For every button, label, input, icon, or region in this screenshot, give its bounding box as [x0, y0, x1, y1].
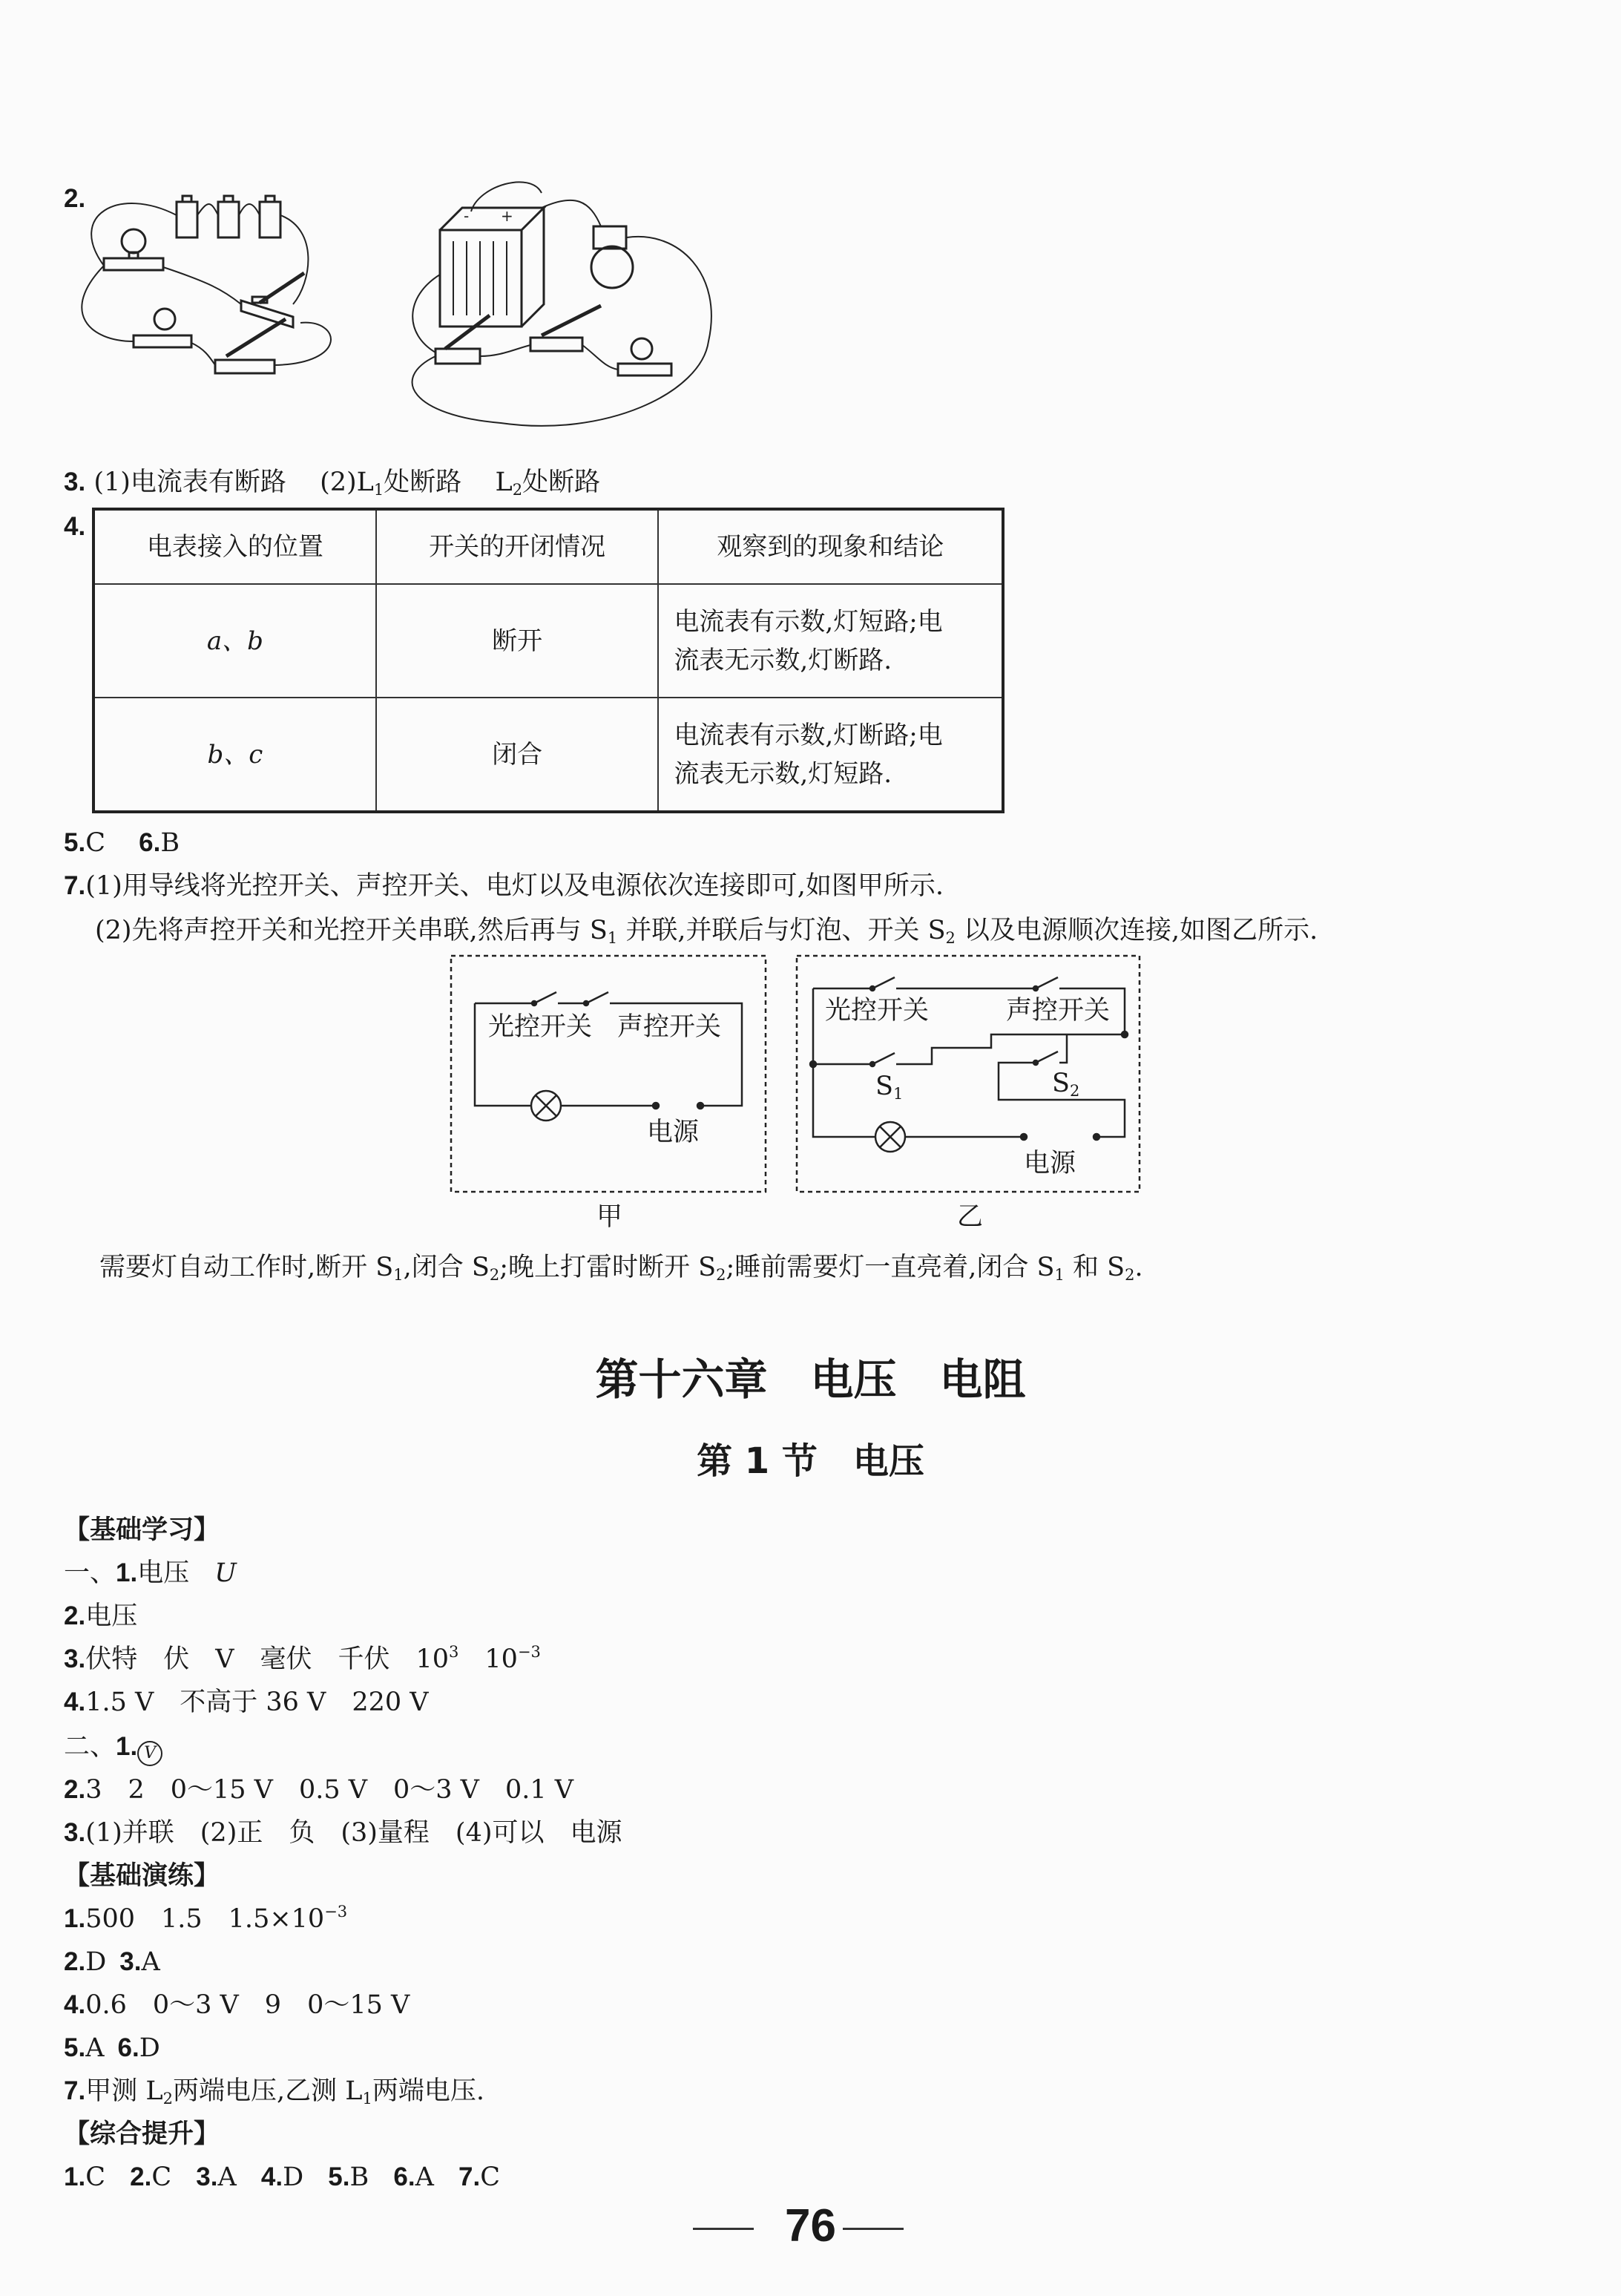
battery-2 — [218, 202, 239, 237]
q3-part3: $L_2$处断路 — [495, 468, 601, 499]
basic-practice-line-2: 2.D 3.A — [64, 1947, 160, 1977]
switch-4 — [530, 306, 601, 351]
header-result: 观察到的现象和结论 — [658, 509, 1003, 584]
q2-circuit-right-illustration — [382, 171, 723, 453]
basic-practice-line-5: 7.甲测 $L_2$两端电压,乙测 $L_1$两端电压. — [64, 2076, 484, 2108]
basic-learning-line-2: 2.电压 — [64, 1601, 138, 1631]
q7-number: 7. — [64, 871, 86, 900]
figure-yi-circuit — [791, 951, 1147, 1196]
cell-result: 电流表有示数,灯短路;电 流表无示数,灯断路. — [658, 584, 1003, 698]
svg-text:-: - — [464, 207, 470, 225]
page-number-dash-right — [843, 2228, 904, 2230]
chapter-title: 第十六章 电压 电阻 — [595, 1354, 1026, 1405]
comprehensive-answers: 1.C 2.C 3.A 4.D 5.B 6.A 7.C — [64, 2162, 500, 2192]
battery-3 — [260, 202, 280, 237]
bulb-2 — [134, 309, 191, 347]
fig-yi-label-s2: $S_2$ — [1052, 1069, 1080, 1100]
battery-1 — [177, 202, 197, 237]
basic-learning-line-4: 4.1.5 V 不高于 36 V 220 V — [64, 1687, 429, 1717]
q7-note: 需要灯自动工作时,断开 $S_1$,闭合 $S_2$;晚上打雷时断开 $S_2$;睡前需要灯一直亮着,闭合 $S_1$ 和 $S_2$. — [99, 1253, 1143, 1284]
section-title: 第 1 节 电压 — [697, 1440, 924, 1482]
cell-position: b、c — [93, 698, 376, 812]
basic-learning-line-1: 一、1.电压 U — [64, 1558, 237, 1588]
cell-position: a、b — [93, 584, 376, 698]
cell-result: 电流表有示数,灯断路;电 流表无示数,灯短路. — [658, 698, 1003, 812]
table-row — [93, 584, 1003, 698]
fig-yi-caption: 乙 — [957, 1202, 984, 1232]
fig-yi-label-light-switch: 光控开关 — [825, 996, 930, 1026]
comprehensive-heading: 【综合提升】 — [64, 2119, 220, 2148]
q6-number: 6. — [139, 828, 161, 857]
header-switch: 开关的开闭情况 — [376, 509, 659, 584]
basic-practice-heading: 【基础演练】 — [64, 1861, 220, 1890]
fig-jia-label-sound-switch: 声控开关 — [617, 1012, 722, 1042]
q7-part2-line: (2)先将声控开关和光控开关串联,然后再与 $S_1$ 并联,并联后与灯泡、开关 $S_2$ 以及电源顺次连接,如图乙所示. — [95, 916, 1318, 947]
cell-switch: 闭合 — [376, 698, 659, 812]
svg-text:+: + — [501, 207, 513, 225]
q5-number: 5. — [64, 828, 86, 857]
page-number: 76 — [785, 2200, 836, 2251]
q3-part1: (1)电流表有断路 — [93, 468, 286, 497]
basic-learning-line-6: 2.3 2 0～15 V 0.5 V 0～3 V 0.1 V — [64, 1775, 574, 1805]
bulb-1 — [104, 229, 163, 270]
header-position: 电表接入的位置 — [93, 509, 376, 584]
basic-learning-heading: 【基础学习】 — [64, 1515, 220, 1544]
fig-yi-label-sound-switch: 声控开关 — [1006, 996, 1111, 1026]
table-row — [93, 698, 1003, 812]
cell-switch: 断开 — [376, 584, 659, 698]
q3-line — [64, 466, 600, 499]
fig-jia-caption: 甲 — [596, 1202, 623, 1232]
q2-circuit-left-illustration — [74, 171, 393, 408]
q4-number: 4. — [64, 512, 86, 541]
q3-part2: $(2)L_1$处断路 — [320, 468, 462, 499]
q7-part1: (1)用导线将光控开关、声控开关、电灯以及电源依次连接即可,如图甲所示. — [85, 871, 944, 901]
meter — [591, 226, 633, 288]
q4-answer-table — [92, 508, 1005, 813]
q7-part1-line — [64, 870, 944, 902]
q6-answer: B — [160, 828, 180, 858]
q5-q6-line — [64, 827, 180, 859]
q3-number: 3. — [64, 468, 86, 496]
q2-number: 2. — [64, 184, 86, 213]
table-header-row — [93, 509, 1003, 584]
basic-learning-line-7: 3.(1)并联 (2)正 负 (3)量程 (4)可以 电源 — [64, 1818, 622, 1848]
fig-yi-label-source: 电源 — [1024, 1149, 1076, 1178]
bulb-3 — [618, 338, 671, 375]
battery-box — [440, 207, 544, 327]
voltmeter-symbol: V — [137, 1741, 162, 1766]
fig-jia-label-source: 电源 — [647, 1118, 700, 1147]
basic-practice-line-4: 5.A 6.D — [64, 2033, 160, 2063]
q5-answer: C — [85, 828, 105, 858]
switch-1 — [241, 273, 304, 327]
basic-learning-line-5: 二、1. V — [64, 1731, 162, 1766]
fig-yi-label-s1: $S_1$ — [875, 1072, 904, 1103]
basic-learning-line-3: 3.伏特 伏 V 毫伏 千伏 $10^3$ $10^{-3}$ — [64, 1643, 541, 1674]
figure-jia-circuit — [445, 951, 772, 1196]
basic-practice-line-3: 4.0.6 0～3 V 9 0～15 V — [64, 1990, 410, 2020]
basic-practice-line-1: 1.500 1.5 $1.5\times 10^{-3}$ — [64, 1903, 348, 1934]
fig-jia-label-light-switch: 光控开关 — [488, 1012, 593, 1042]
